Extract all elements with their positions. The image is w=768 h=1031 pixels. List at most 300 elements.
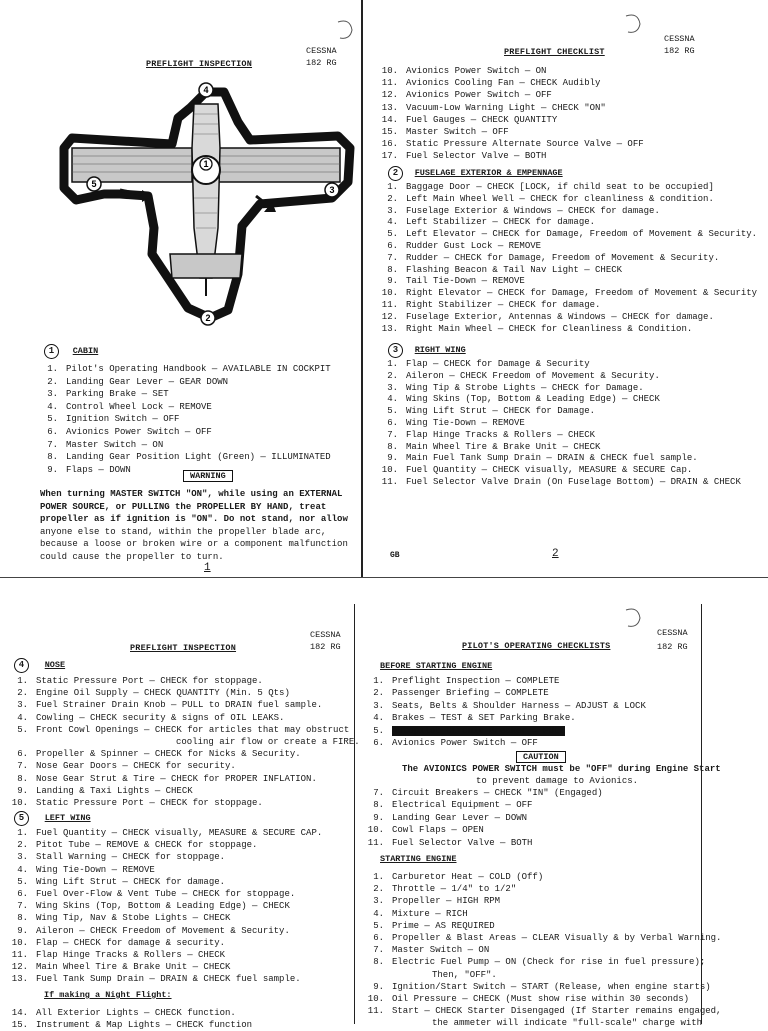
- warning-line: anyone else to stand, within the propeller blade arc,: [40, 526, 327, 537]
- warning-line: because a loose or broken wire or a component malfunction: [40, 539, 348, 549]
- item-number: 6.: [373, 933, 384, 943]
- item-number: 8.: [47, 452, 58, 463]
- starting-engine-item: [362, 1018, 702, 1029]
- item-text: Throttle — 1/4" to 1/2": [392, 884, 517, 895]
- item-number: 3.: [387, 205, 398, 216]
- item-text: Static Pressure Alternate Source Valve — OFF: [406, 139, 644, 150]
- item-text: Wing Skins (Top, Bottom & Leading Edge) — CHECK: [406, 394, 660, 405]
- before-starting-item: [362, 701, 646, 712]
- item-number: 2.: [373, 884, 384, 895]
- item-text: Engine Oil Supply — CHECK QUANTITY (Min. 5 Qts): [36, 688, 290, 699]
- right-wing-item: [376, 442, 600, 453]
- item-text: Passenger Briefing — COMPLETE: [392, 688, 549, 699]
- starting-engine-item: [362, 921, 495, 932]
- item-text: Control Wheel Lock — REMOVE: [66, 401, 212, 412]
- item-number: 4.: [17, 712, 28, 723]
- cabin-item: [36, 427, 212, 438]
- left-wing-item: [6, 852, 225, 863]
- before-starting-item: [362, 800, 532, 811]
- item-text: Propeller & Blast Areas — CLEAR Visually & by Verbal Warning.: [392, 933, 722, 943]
- fuselage-item: [376, 288, 757, 299]
- item-number: 11.: [367, 1006, 384, 1017]
- item-text: Mixture — RICH: [392, 908, 468, 919]
- item-number: 4.: [387, 394, 398, 405]
- page-title: PREFLIGHT CHECKLIST: [504, 47, 605, 57]
- diagram-label-4: 4: [203, 85, 209, 95]
- item-number: 3.: [17, 700, 28, 711]
- warning-line: propeller as if ignition is "ON". Do not stand, nor allow: [40, 514, 348, 524]
- starting-engine-item: [362, 957, 705, 968]
- item-text: Cowling — CHECK security & signs of OIL LEAKS.: [36, 712, 285, 723]
- item-number: 9.: [387, 453, 398, 464]
- item-number: 1.: [387, 359, 398, 369]
- item-text: Fuel Gauges — CHECK QUANTITY: [406, 114, 558, 125]
- cabin-item: [36, 440, 163, 451]
- fuselage-heading: FUSELAGE EXTERIOR & EMPENNAGE: [414, 168, 563, 178]
- item-text: Nose Gear Strut & Tire — CHECK for PROPER INFLATION.: [36, 773, 317, 784]
- cabin-number-icon: 1: [44, 344, 59, 359]
- item-number: 11.: [367, 837, 384, 848]
- item-text: Static Pressure Port — CHECK for stoppage.: [36, 798, 263, 808]
- cabin-item: [36, 364, 331, 375]
- item-number: 7.: [387, 252, 398, 263]
- item-text: Avionics Power Switch — OFF: [406, 90, 552, 101]
- page-1: [0, 0, 360, 578]
- item-number: 6.: [47, 427, 58, 437]
- item-text: Start — CHECK Starter Disengaged (If Starter remains engaged,: [392, 1006, 722, 1017]
- item-text: Right Main Wheel — CHECK for Cleanliness & Condition.: [406, 323, 693, 334]
- right-wing-item: [376, 430, 595, 441]
- starting-engine-item: [362, 933, 721, 944]
- item-text: Pilot's Operating Handbook — AVAILABLE IN COCKPIT: [66, 364, 331, 374]
- right-wing-item: [376, 394, 660, 405]
- item-text: Electric Fuel Pump — ON (Check for rise in fuel pressure);: [392, 957, 706, 968]
- item-number: 2.: [387, 370, 398, 381]
- item-number: 13.: [11, 974, 28, 985]
- item-number: 11.: [381, 477, 398, 487]
- checklist-item: [376, 103, 606, 114]
- item-text: Static Pressure Port — CHECK for stoppage.: [36, 676, 263, 686]
- right-wing-item: [376, 383, 644, 394]
- checklist-item: [376, 151, 546, 162]
- item-number: 5.: [47, 414, 58, 425]
- fuselage-item: [376, 265, 622, 276]
- item-number: 2.: [17, 688, 28, 699]
- item-text: Pitot Tube — REMOVE & CHECK for stoppage.: [36, 840, 258, 851]
- right-wing-item: [376, 406, 595, 417]
- item-text: Aileron — CHECK Freedom of Movement & Security.: [406, 370, 660, 381]
- checklist-item: [376, 90, 552, 101]
- item-text: Ignition/Start Switch — START (Release, when engine starts): [392, 981, 711, 992]
- item-number: 10.: [381, 66, 398, 76]
- item-text: Seats, Belts & Shoulder Harness — ADJUST & LOCK: [392, 700, 646, 711]
- item-number: 6.: [373, 738, 384, 748]
- item-number: 17.: [381, 151, 398, 162]
- scan-mark-icon: [336, 18, 356, 42]
- item-number: 12.: [11, 962, 28, 973]
- warning-line: POWER SOURCE, or PULLING the PROPELLER BY HAND, treat: [40, 501, 327, 512]
- fuselage-item: [376, 217, 595, 228]
- starting-engine-item: [362, 909, 468, 920]
- item-text: Left Elevator — CHECK for Damage, Freedom of Movement & Security.: [406, 229, 758, 240]
- right-wing-heading: RIGHT WING: [414, 345, 466, 355]
- wing-right: [218, 148, 340, 182]
- page-title: PREFLIGHT INSPECTION: [146, 59, 253, 69]
- left-wing-item: [6, 865, 155, 876]
- left-wing-item: [6, 840, 257, 851]
- model-label: 182 RG: [657, 642, 688, 652]
- item-text: Avionics Cooling Fan — CHECK Audibly: [406, 78, 601, 89]
- left-wing-item: [6, 926, 290, 937]
- item-text: Circuit Breakers — CHECK "IN" (Engaged): [392, 788, 603, 798]
- item-text: Propeller — HIGH RPM: [392, 896, 501, 907]
- item-number: 9.: [387, 276, 398, 287]
- item-text: Master Switch — ON: [66, 439, 164, 450]
- item-number: 7.: [17, 901, 28, 912]
- item-number: 11.: [381, 300, 398, 310]
- item-text: Tail Tie-Down — REMOVE: [406, 276, 525, 287]
- item-number: 4.: [373, 908, 384, 919]
- item-text: Wing Tip & Strobe Lights — CHECK for Damage.: [406, 382, 644, 393]
- item-number: 16.: [381, 139, 398, 150]
- page-number: 1: [204, 562, 211, 574]
- item-number: 13.: [381, 323, 398, 334]
- checklist-item: [376, 139, 644, 150]
- item-text: Vacuum-Low Warning Light — CHECK "ON": [406, 102, 606, 113]
- airplane-walkaround-diagram: [60, 78, 360, 328]
- checklist-item: [376, 66, 546, 77]
- model-label: 182 RG: [306, 58, 337, 68]
- item-number: 10.: [367, 994, 384, 1004]
- nose-item: [6, 700, 322, 711]
- item-text: Brakes — TEST & SET Parking Brake.: [392, 713, 576, 724]
- item-number: 13.: [381, 102, 398, 113]
- item-text: Fuel Tank Sump Drain — DRAIN & CHECK fuel sample.: [36, 974, 301, 985]
- left-wing-item: [6, 962, 230, 973]
- before-starting-item: [362, 688, 549, 699]
- nose-item: [6, 713, 284, 724]
- left-wing-item: [6, 877, 225, 888]
- fuselage-item: [376, 241, 541, 252]
- page-title: PREFLIGHT INSPECTION: [130, 643, 237, 653]
- item-text: Fuel Strainer Drain Knob — PULL to DRAIN fuel sample.: [36, 700, 323, 711]
- cabin-item: [36, 402, 212, 413]
- left-wing-item: [6, 901, 290, 912]
- fuselage-item: [376, 194, 714, 205]
- item-text: Flap — CHECK for damage & security.: [36, 937, 226, 948]
- item-number: 6.: [17, 749, 28, 760]
- item-number: 9.: [373, 981, 384, 992]
- item-number: 15.: [11, 1020, 28, 1031]
- nose-number-icon: 4: [14, 658, 29, 673]
- corner-mark: GB: [390, 551, 400, 560]
- item-text: Ignition Switch — OFF: [66, 414, 180, 425]
- item-number: 4.: [17, 864, 28, 875]
- item-number: 8.: [387, 264, 398, 275]
- warning-label: WARNING: [183, 470, 233, 482]
- left-wing-item: [6, 950, 225, 961]
- cabin-item: [36, 377, 228, 388]
- item-text: Fuselage Exterior & Windows — CHECK for damage.: [406, 205, 660, 216]
- night-flight-heading: If making a Night Flight:: [44, 990, 172, 1000]
- item-text: Avionics Power Switch — OFF: [392, 738, 538, 748]
- item-text: Flap Hinge Tracks & Rollers — CHECK: [406, 429, 596, 440]
- horizontal-stabilizer: [170, 254, 242, 278]
- item-text: Electrical Equipment — OFF: [392, 800, 533, 811]
- before-starting-item: [362, 738, 538, 749]
- left-wing-item: [6, 974, 301, 985]
- fuselage-section-heading: [388, 166, 563, 181]
- nose-item: [6, 676, 263, 687]
- item-text: Fuel Quantity — CHECK visually, MEASURE & SECURE CAP.: [36, 828, 323, 838]
- fuselage-item: [376, 300, 600, 311]
- item-number: 15.: [381, 127, 398, 137]
- diagram-label-3: 3: [329, 185, 335, 195]
- item-number: 9.: [17, 785, 28, 796]
- item-text: Autopilot Circuit Breaker — PULL: [392, 725, 565, 736]
- left-wing-heading: LEFT WING: [44, 813, 91, 823]
- before-starting-item: [362, 713, 576, 724]
- item-number: 10.: [11, 937, 28, 948]
- warning-line: could cause the propeller to turn.: [40, 551, 224, 562]
- cessna-label: CESSNA: [310, 630, 341, 640]
- item-text: Landing Gear Lever — DOWN: [392, 812, 528, 823]
- item-number: 8.: [17, 913, 28, 924]
- nose-item: [6, 688, 290, 699]
- cabin-item: [36, 389, 169, 400]
- page-4: [356, 596, 768, 1029]
- item-text: Instrument & Map Lights — CHECK function: [36, 1020, 253, 1031]
- item-number: 2.: [47, 376, 58, 387]
- item-text: Right Elevator — CHECK for Damage, Freedom of Movement & Security: [406, 288, 758, 299]
- item-text: Propeller & Spinner — CHECK for Nicks & Security.: [36, 749, 301, 760]
- item-number: 14.: [381, 114, 398, 125]
- caution-label: CAUTION: [516, 751, 566, 763]
- item-number: 8.: [373, 800, 384, 811]
- item-text: Nose Gear Doors — CHECK for security.: [36, 761, 236, 772]
- item-number: 12.: [381, 90, 398, 101]
- right-wing-item: [376, 359, 590, 370]
- item-number: 4.: [373, 713, 384, 724]
- item-number: 7.: [17, 761, 28, 772]
- item-number: 1.: [373, 676, 384, 686]
- item-number: 1.: [17, 828, 28, 838]
- left-wing-item: [6, 828, 322, 839]
- caution-line: to prevent damage to Avionics.: [476, 776, 639, 786]
- item-text: Left Stabilizer — CHECK for damage.: [406, 217, 596, 228]
- right-wing-number-icon: 3: [388, 343, 403, 358]
- item-number: 10.: [381, 465, 398, 476]
- starting-engine-item: [362, 872, 543, 883]
- starting-engine-item: [362, 982, 711, 993]
- item-number: 3.: [47, 389, 58, 400]
- fuselage-item: [376, 276, 525, 287]
- item-text: Carburetor Heat — COLD (Off): [392, 872, 544, 882]
- item-number: 5.: [17, 876, 28, 887]
- item-text: Rudder Gust Lock — REMOVE: [406, 241, 542, 251]
- item-text: Wing Lift Strut — CHECK for Damage.: [406, 406, 596, 417]
- item-text: cooling air flow or create a FIRE.: [176, 737, 360, 747]
- nose-heading: NOSE: [44, 660, 66, 670]
- cabin-item: [36, 414, 179, 425]
- item-text: Fuel Quantity — CHECK visually, MEASURE & SECURE Cap.: [406, 465, 693, 476]
- item-text: Front Cowl Openings — CHECK for articles that may obstruct: [36, 724, 350, 735]
- item-text: Wing Lift Strut — CHECK for damage.: [36, 876, 226, 887]
- item-number: 5.: [373, 920, 384, 931]
- diagram-label-2: 2: [205, 313, 211, 323]
- nose-item: [6, 761, 236, 772]
- fuselage: [192, 104, 220, 278]
- item-number: 10.: [367, 825, 384, 836]
- night-flight-item: [6, 1008, 236, 1019]
- cabin-section-heading: [44, 344, 98, 359]
- item-number: 1.: [17, 676, 28, 686]
- right-wing-item: [376, 465, 692, 476]
- item-number: 11.: [381, 78, 398, 89]
- item-number: 10.: [381, 288, 398, 299]
- item-number: 5.: [387, 406, 398, 417]
- item-text: Wing Tie-Down — REMOVE: [406, 418, 525, 428]
- item-text: Cowl Flaps — OPEN: [392, 825, 484, 836]
- item-text: Avionics Power Switch — OFF: [66, 427, 212, 437]
- page-3: [0, 596, 360, 1031]
- night-flight-item: [6, 1020, 252, 1031]
- left-wing-item: [6, 913, 230, 924]
- item-number: 1.: [47, 364, 58, 374]
- model-label: 182 RG: [664, 46, 695, 56]
- cabin-item: [36, 465, 131, 476]
- item-text: Stall Warning — CHECK for stoppage.: [36, 852, 226, 863]
- page-title: PILOT'S OPERATING CHECKLISTS: [462, 641, 611, 651]
- item-number: 5.: [373, 725, 384, 736]
- item-number: 8.: [17, 773, 28, 784]
- item-number: 14.: [11, 1008, 28, 1018]
- starting-engine-item: [362, 945, 489, 956]
- starting-engine-item: [362, 896, 500, 907]
- item-text: Flap Hinge Tracks & Rollers — CHECK: [36, 950, 226, 960]
- item-text: Then, "OFF".: [432, 969, 497, 980]
- item-number: 7.: [47, 439, 58, 450]
- right-wing-item: [376, 453, 698, 464]
- checklist-item: [376, 115, 557, 126]
- fuselage-item: [376, 312, 714, 323]
- left-wing-section-heading: [14, 811, 91, 826]
- item-text: Landing Gear Lever — GEAR DOWN: [66, 376, 229, 387]
- item-number: 8.: [373, 957, 384, 968]
- item-number: 6.: [387, 418, 398, 428]
- item-text: Landing Gear Position Light (Green) — ILLUMINATED: [66, 452, 331, 463]
- before-starting-item: [362, 838, 532, 849]
- item-number: 5.: [387, 229, 398, 240]
- nose-section-heading: [14, 658, 65, 673]
- item-text: Left Main Wheel Well — CHECK for cleanliness & condition.: [406, 193, 714, 204]
- item-number: 3.: [387, 382, 398, 393]
- item-text: Avionics Power Switch — ON: [406, 66, 547, 76]
- item-text: Oil Pressure — CHECK (Must show rise within 30 seconds): [392, 994, 690, 1004]
- before-starting-item: [362, 676, 559, 687]
- item-number: 8.: [387, 441, 398, 452]
- item-number: 7.: [373, 945, 384, 956]
- nose-item: [6, 725, 349, 736]
- fuselage-item: [376, 253, 719, 264]
- cabin-item: [36, 452, 331, 463]
- left-wing-item: [6, 938, 225, 949]
- item-text: Baggage Door — CHECK [LOCK, if child seat to be occupied]: [406, 182, 714, 192]
- nose-item: [6, 798, 263, 809]
- item-text: Main Wheel Tire & Brake Unit — CHECK: [406, 441, 601, 452]
- item-text: Flashing Beacon & Tail Nav Light — CHECK: [406, 264, 623, 275]
- item-number: 3.: [373, 896, 384, 907]
- item-number: 3.: [17, 852, 28, 863]
- item-text: Fuel Selector Valve — BOTH: [392, 837, 533, 848]
- right-wing-item: [376, 418, 525, 429]
- item-text: Flap — CHECK for Damage & Security: [406, 359, 590, 369]
- item-text: Fuel Selector Valve Drain (On Fuselage Bottom) — DRAIN & CHECK: [406, 477, 741, 487]
- right-wing-item: [376, 371, 660, 382]
- item-text: Wing Tie-Down — REMOVE: [36, 864, 155, 875]
- item-text: All Exterior Lights — CHECK function.: [36, 1008, 236, 1018]
- nose-item: [6, 786, 193, 797]
- starting-engine-item: [362, 970, 497, 981]
- starting-engine-heading: STARTING ENGINE: [380, 854, 457, 864]
- cessna-label: CESSNA: [657, 628, 688, 638]
- fuselage-item: [376, 324, 692, 335]
- item-number: 9.: [47, 464, 58, 475]
- fuselage-number-icon: 2: [388, 166, 403, 181]
- item-number: 7.: [387, 429, 398, 440]
- item-number: 9.: [17, 925, 28, 936]
- item-text: Parking Brake — SET: [66, 389, 169, 400]
- item-text: the ammeter will indicate "full-scale" charge with: [432, 1018, 703, 1029]
- item-text: Fuel Over-Flow & Vent Tube — CHECK for stoppage.: [36, 889, 296, 899]
- item-number: 6.: [17, 889, 28, 899]
- item-text: Flaps — DOWN: [66, 464, 131, 475]
- fuselage-item: [376, 229, 757, 240]
- warning-line: When turning MASTER SWITCH "ON", while using an EXTERNAL: [40, 489, 343, 499]
- item-text: Right Stabilizer — CHECK for damage.: [406, 300, 601, 310]
- scan-mark-icon: [624, 606, 644, 630]
- page-number: 2: [552, 548, 559, 560]
- item-number: 5.: [17, 724, 28, 735]
- item-number: 4.: [47, 401, 58, 412]
- fuselage-item: [376, 182, 714, 193]
- item-number: 1.: [387, 182, 398, 192]
- item-number: 3.: [373, 700, 384, 711]
- nose-item: [6, 774, 317, 785]
- item-text: Main Fuel Tank Sump Drain — DRAIN & CHECK fuel sample.: [406, 453, 698, 464]
- nose-item: [6, 737, 360, 748]
- item-number: 11.: [11, 950, 28, 960]
- item-text: Main Wheel Tire & Brake Unit — CHECK: [36, 962, 231, 973]
- item-number: 12.: [381, 311, 398, 322]
- caution-line: The AVIONICS POWER SWITCH must be "OFF" during Engine Start: [402, 764, 721, 774]
- item-number: 6.: [387, 241, 398, 251]
- checklist-item: [376, 127, 509, 138]
- right-wing-section-heading: [388, 343, 466, 358]
- item-number: 2.: [373, 688, 384, 699]
- right-wing-item: [376, 477, 741, 488]
- item-text: Prime — AS REQUIRED: [392, 920, 495, 931]
- item-text: Preflight Inspection — COMPLETE: [392, 676, 560, 686]
- item-text: Wing Skins (Top, Bottom & Leading Edge) — CHECK: [36, 901, 290, 912]
- cessna-label: CESSNA: [306, 46, 337, 56]
- item-text: Aileron — CHECK Freedom of Movement & Security.: [36, 925, 290, 936]
- starting-engine-item: [362, 884, 516, 895]
- cessna-label: CESSNA: [664, 34, 695, 44]
- item-text: Wing Tip, Nav & Stobe Lights — CHECK: [36, 913, 231, 924]
- item-text: Landing & Taxi Lights — CHECK: [36, 785, 193, 796]
- before-starting-item: [362, 825, 484, 836]
